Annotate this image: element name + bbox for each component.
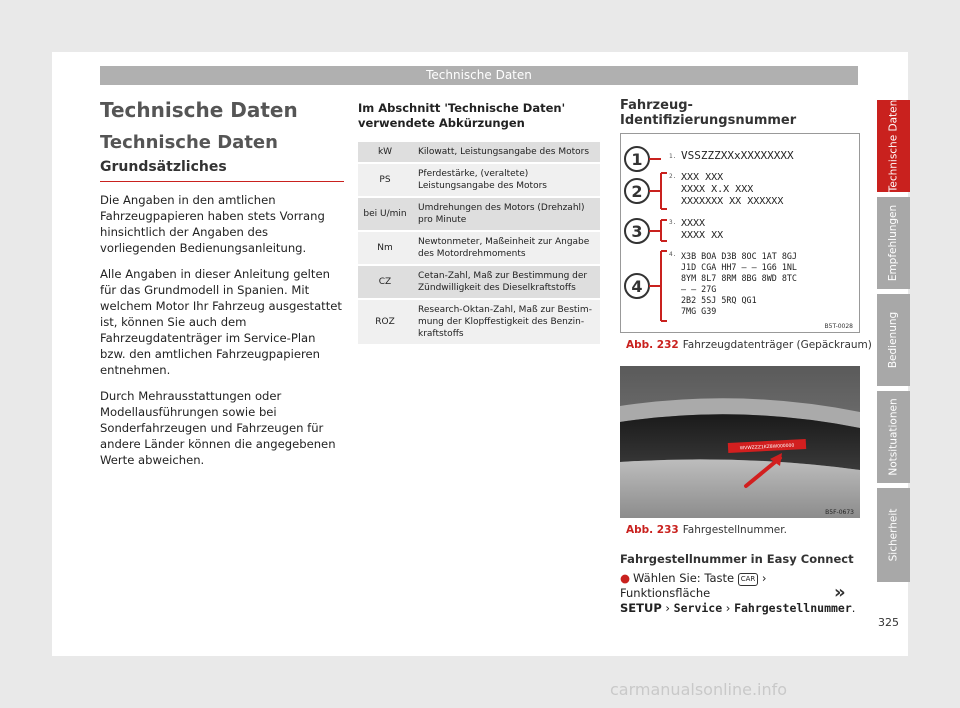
tab-label: Empfehlungen (887, 204, 900, 282)
tab-label: Sicherheit (887, 508, 900, 562)
header-band: Technische Daten (100, 66, 858, 85)
abbr-key: PS (358, 163, 412, 197)
table-row (358, 197, 600, 231)
label-line: XXXXXXX XX XXXXXX (681, 196, 784, 207)
table-row (358, 231, 600, 265)
bullet-icon: ● (620, 571, 631, 585)
subsection-title: Grundsätzliches (100, 159, 344, 182)
tab-label: Technische Daten (887, 99, 900, 193)
page-number: 325 (878, 616, 899, 629)
intro-column (100, 98, 344, 468)
paragraph: Alle Angaben in dieser Anleitung gelten für das Grundmodell in Spanien. Mit welchem Motor Ihr Fahrzeug ausgestattet ist, können Sie auch dem Fahrzeugdatenträger im Service-Plan bzw. den amtlichen Fahrzeugpapieren entnehmen. (100, 267, 342, 377)
label-line: – – 27G (681, 284, 717, 294)
label-line: XXXX (681, 218, 706, 229)
abbr-key: kW (358, 142, 412, 163)
marker-2: 2 (631, 182, 643, 201)
separator: › (661, 601, 674, 615)
label-line: X3B BOA D3B 8OC 1AT 8GJ (681, 251, 797, 261)
car-key-icon: CAR (738, 573, 759, 586)
figure-code: B5F-0673 (825, 509, 854, 516)
vin-line: VSSZZZXXxXXXXXXXX (681, 149, 794, 162)
label-line: 8YM 8L7 8RM 8BG 8WD 8TC (681, 273, 797, 283)
chassis-number-label: WVWZZZ1KZ8W000000 (739, 443, 795, 452)
abbr-value: Newtonmeter, Maßeinheit zur Angabe des Motordrehmoments (412, 231, 600, 265)
abbr-value: Cetan-Zahl, Maß zur Bestimmung der Zündwilligkeit des Dieselkraftstoffs (412, 265, 600, 299)
easy-connect-heading: Fahrgestellnummer in Easy Connect (620, 552, 854, 566)
abbr-key: Nm (358, 231, 412, 265)
abbr-key: CZ (358, 265, 412, 299)
abbr-key: bei U/min (358, 197, 412, 231)
windshield-illustration (620, 366, 860, 518)
figure-caption (626, 339, 872, 351)
figure-caption (626, 524, 787, 536)
abbreviations-table (358, 142, 600, 346)
tab-technische-daten[interactable] (877, 100, 910, 192)
watermark: carmanualsonline.info (610, 680, 788, 699)
row-label: 2. (669, 173, 677, 180)
tab-label: Notsituationen (887, 398, 900, 476)
marker-3: 3 (631, 222, 643, 241)
continue-icon: » (834, 582, 846, 603)
table-row (358, 142, 600, 163)
table-row (358, 299, 600, 345)
label-line: J1D CGA HH7 – – 1G6 1NL (681, 262, 797, 272)
paragraph: Durch Mehrausstattungen oder Modellausführungen sowie bei Sonderfahrzeugen und Fahrzeugen für andere Länder können die angegebenen Werte abweichen. (100, 389, 336, 467)
tab-empfehlungen[interactable] (877, 197, 910, 289)
abbr-value: Kilowatt, Leistungsangabe des Motors (412, 142, 600, 163)
easy-connect-instruction (620, 571, 860, 616)
abbr-value: Research-Oktan-Zahl, Maß zur Bestimmung der Klopffestigkeit des Benzinkraftstoffs (412, 299, 600, 345)
tab-label: Bedienung (887, 311, 900, 369)
separator: › (722, 601, 735, 615)
fahrgestellnummer-label: Fahrgestellnummer (734, 601, 852, 615)
chapter-title: Technische Daten (100, 98, 298, 122)
label-line: XXXX XX (681, 230, 724, 241)
label-line: 2B2 5SJ 5RQ QG1 (681, 295, 757, 305)
marker-1: 1 (631, 150, 643, 169)
tab-notsituationen[interactable] (877, 391, 910, 483)
service-label: Service (673, 601, 723, 615)
abbreviations-column (358, 101, 600, 346)
label-line: 7MG G39 (681, 306, 717, 316)
abbr-value: Pferdestärke, (veraltete) Leistungsangabe des Motors (412, 163, 600, 197)
setup-label: SETUP (620, 601, 662, 615)
table-row (358, 163, 600, 197)
row-label: 4. (669, 251, 677, 258)
tab-bedienung[interactable] (877, 294, 910, 386)
figure-number: Abb. 232 (626, 339, 679, 351)
instruction-prefix: Wählen Sie: Taste (633, 571, 735, 585)
instruction-after-key: › Funktionsfläche (620, 571, 767, 600)
row-label: 3. (669, 219, 677, 226)
figure-number: Abb. 233 (626, 524, 679, 536)
abbr-key: ROZ (358, 299, 412, 345)
row-label: 1. (669, 153, 677, 160)
vehicle-data-label-figure (620, 133, 860, 333)
abbr-value: Umdrehungen des Motors (Drehzahl) pro Minute (412, 197, 600, 231)
vin-heading: Fahrzeug-Identifizierungsnummer (620, 98, 860, 135)
period: . (851, 601, 856, 615)
label-line: XXX XXX (681, 172, 724, 183)
marker-4: 4 (631, 277, 643, 296)
tab-sicherheit[interactable] (877, 488, 910, 582)
abbreviations-title: Im Abschnitt 'Technische Daten' verwendete Abkürzungen (358, 101, 566, 130)
figure-caption-text: Fahrgestellnummer. (682, 524, 787, 536)
table-row (358, 265, 600, 299)
vehicle-data-label-illustration (621, 134, 859, 332)
paragraph: Die Angaben in den amtlichen Fahrzeugpapieren haben stets Vorrang hinsichtlich der Angaben des vorliegenden Bedienungsanleitung. (100, 193, 325, 255)
figure-code: B5T-0028 (824, 323, 853, 330)
section-title: Technische Daten (100, 132, 278, 153)
figure-caption-text: Fahrzeugdatenträger (Gepäckraum) (682, 339, 872, 351)
vin-column (620, 98, 860, 135)
label-line: XXXX X.X XXX (681, 184, 754, 195)
chassis-number-figure (620, 366, 860, 518)
